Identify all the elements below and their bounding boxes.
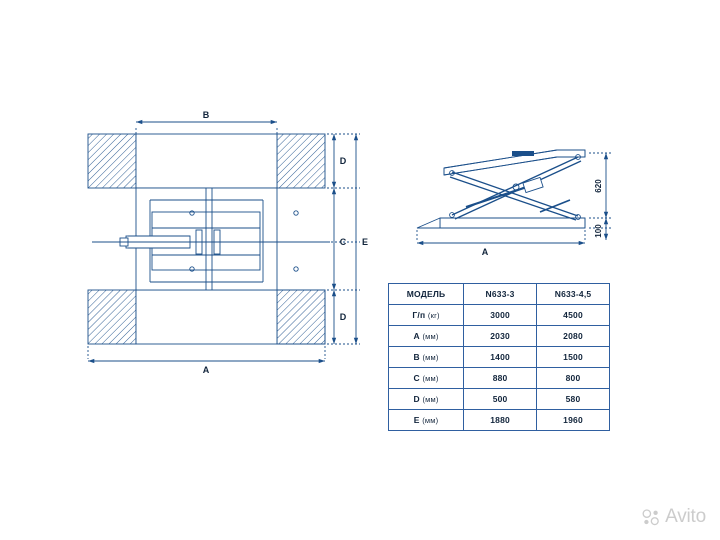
row-value-1: 3000 (464, 305, 537, 326)
row-value-2: 1500 (537, 347, 610, 368)
svg-text:100: 100 (594, 224, 603, 238)
watermark-text: Avito (665, 506, 706, 527)
header-model-1: N633-3 (464, 284, 537, 305)
param-unit: (мм) (422, 395, 439, 404)
param-unit: (мм) (422, 374, 439, 383)
svg-text:B: B (202, 110, 210, 120)
row-value-2: 4500 (537, 305, 610, 326)
svg-text:C: C (339, 237, 347, 247)
specifications-table (388, 283, 610, 431)
table-row (389, 305, 610, 326)
table-row (389, 410, 610, 431)
row-param (389, 305, 464, 326)
row-value-1: 2030 (464, 326, 537, 347)
param-label: Г/п (412, 310, 426, 320)
row-param (389, 389, 464, 410)
row-value-2: 2080 (537, 326, 610, 347)
row-value-2: 1960 (537, 410, 610, 431)
avito-watermark (641, 506, 706, 528)
svg-text:620: 620 (594, 179, 603, 193)
svg-text:D: D (339, 312, 347, 322)
param-unit: (мм) (422, 332, 439, 341)
svg-text:A: A (202, 365, 210, 375)
row-value-1: 1400 (464, 347, 537, 368)
param-label: В (413, 352, 420, 362)
table-row (389, 326, 610, 347)
table-header-row (389, 284, 610, 305)
avito-logo-icon (641, 507, 661, 527)
table-row (389, 368, 610, 389)
row-value-2: 800 (537, 368, 610, 389)
row-value-1: 1880 (464, 410, 537, 431)
row-value-1: 500 (464, 389, 537, 410)
header-model-2: N633-4,5 (537, 284, 610, 305)
table-row (389, 389, 610, 410)
svg-text:A: A (481, 247, 489, 257)
row-param (389, 347, 464, 368)
header-model: МОДЕЛЬ (389, 284, 464, 305)
param-label: С (413, 373, 420, 383)
row-param (389, 326, 464, 347)
param-label: Е (413, 415, 420, 425)
row-value-1: 880 (464, 368, 537, 389)
param-unit: (мм) (422, 353, 439, 362)
row-param (389, 410, 464, 431)
table-row (389, 347, 610, 368)
param-label: А (413, 331, 420, 341)
param-unit: (мм) (422, 416, 439, 425)
row-param (389, 368, 464, 389)
param-label: D (413, 394, 420, 404)
svg-text:E: E (361, 237, 369, 247)
param-unit: (кг) (427, 311, 440, 320)
svg-text:D: D (339, 156, 347, 166)
row-value-2: 580 (537, 389, 610, 410)
